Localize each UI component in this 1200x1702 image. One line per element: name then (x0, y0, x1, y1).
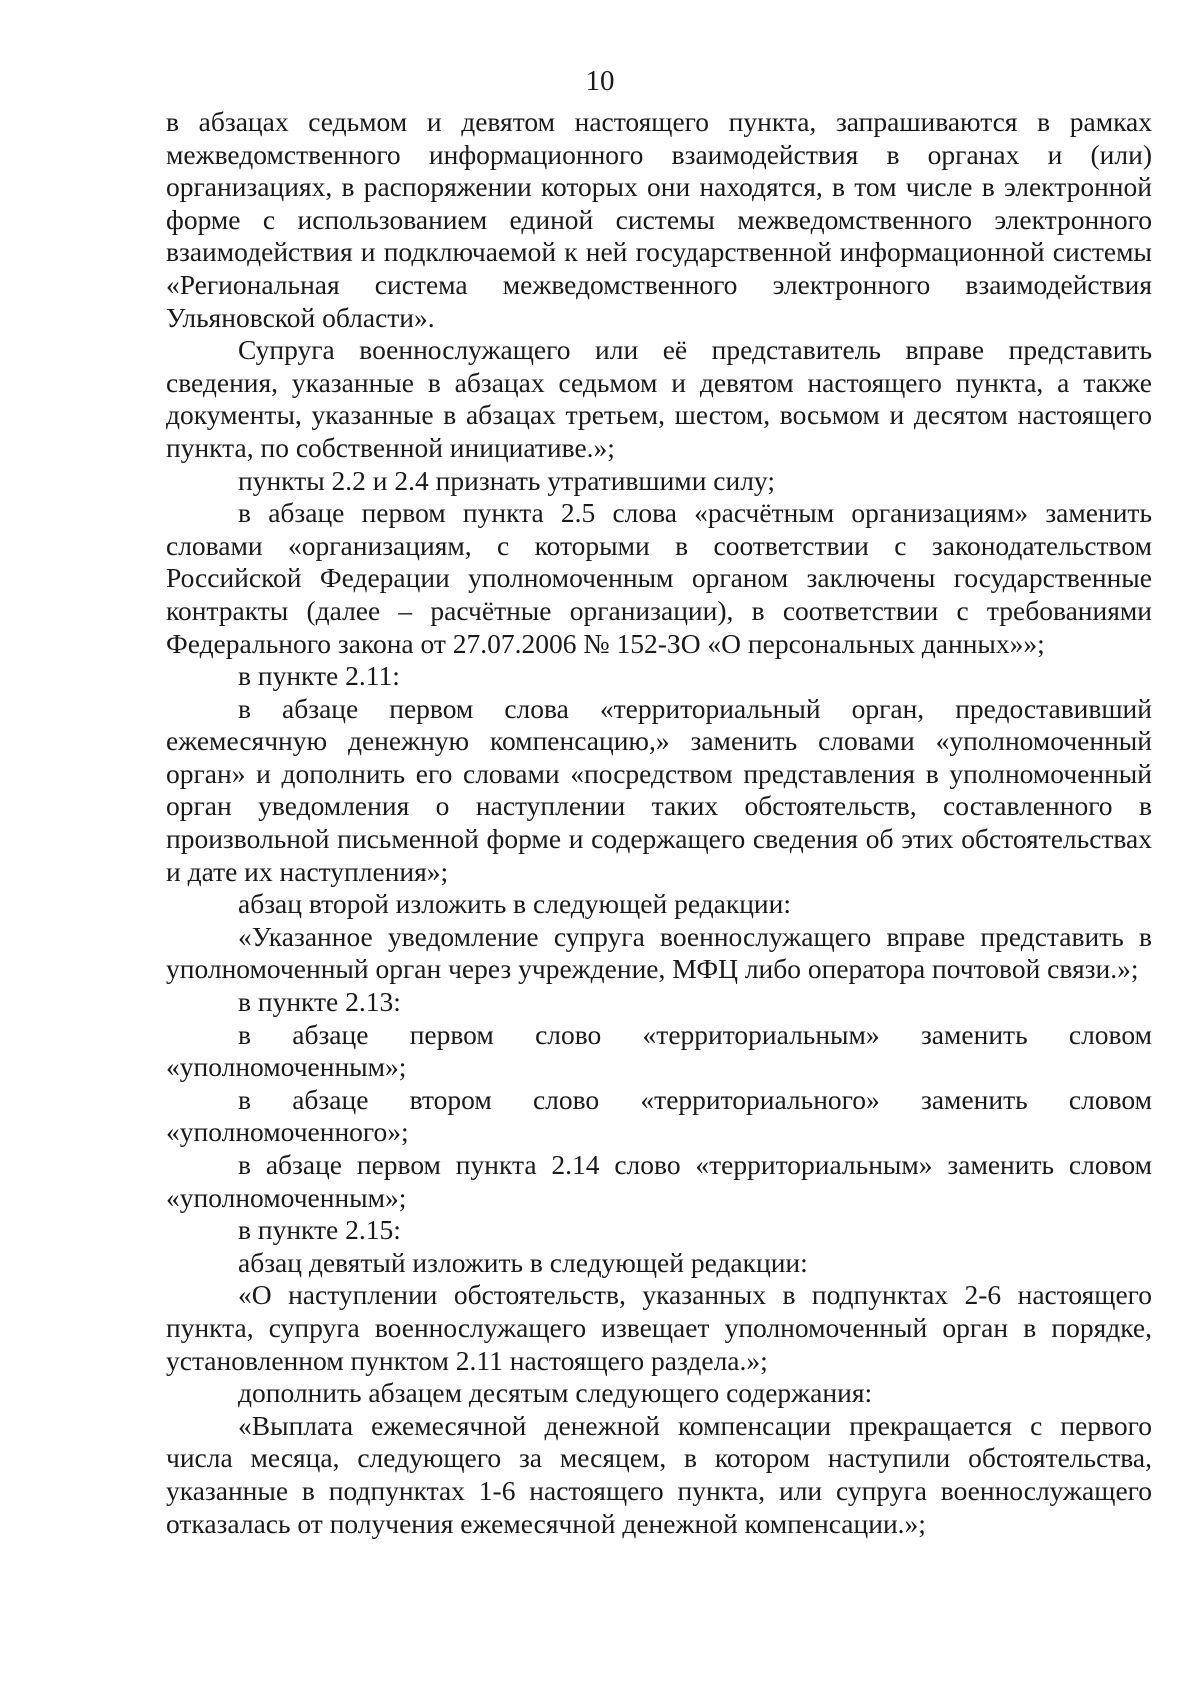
paragraph: Супруга военнослужащего или её представитель вправе представить сведения, указанные в абзацах седьмом и девятом настоящего пункта, а также документы, указанные в абзацах третьем, шестом, восьмом и десятом настоящего пункта, по собственной инициативе.»; (166, 334, 1152, 463)
paragraph: в пункте 2.15: (238, 1214, 401, 1246)
document-body (166, 106, 1152, 1540)
paragraph: в абзаце первом слово «территориальным» заменить словом «уполномоченным»; (166, 1018, 1152, 1083)
paragraph: «О наступлении обстоятельств, указанных в подпунктах 2-6 настоящего пункта, супруга военнослужащего извещает уполномоченный орган в порядке, установленном пунктом 2.11 настоящего раздела.»; (166, 1279, 1152, 1376)
paragraph: абзац девятый изложить в следующей редакции: (238, 1246, 808, 1278)
page-number: 10 (585, 65, 615, 97)
paragraph: в абзацах седьмом и девятом настоящего пункта, запрашиваются в рамках межведомственного информационного взаимодействия в органах и (или) организациях, в распоряжении которых они находятся, в том числе в электронной форме с использованием единой системы межведомственного электронного взаимодействия и подключаемой к ней государственной информационной системы «Региональная система межведомственного электронного взаимодействия Ульяновской области». (166, 106, 1152, 333)
paragraph: в пункте 2.11: (238, 660, 400, 692)
paragraph: в пункте 2.13: (238, 986, 401, 1018)
paragraph: абзац второй изложить в следующей редакции: (238, 888, 792, 920)
paragraph: пункты 2.2 и 2.4 признать утратившими силу; (238, 464, 775, 496)
paragraph: «Указанное уведомление супруга военнослужащего вправе представить в уполномоченный орган через учреждение, МФЦ либо оператора почтовой связи.»; (166, 920, 1152, 985)
paragraph: дополнить абзацем десятым следующего содержания: (238, 1377, 873, 1409)
paragraph: в абзаце втором слово «территориального» заменить словом «уполномоченного»; (166, 1083, 1152, 1148)
paragraph: «Выплата ежемесячной денежной компенсации прекращается с первого числа месяца, следующего за месяцем, в котором наступили обстоятельства, указанные в подпунктах 1-6 настоящего пункта, или супруга военнослужащего отказалась от получения ежемесячной денежной компенсации.»; (166, 1409, 1152, 1539)
paragraph: в абзаце первом пункта 2.5 слова «расчётным организациям» заменить словами «организациям, с которыми в соответствии с законодательством Российской Федерации уполномоченным органом заключены государственные контракты (далее – расчётные организации), в соответствии с требованиями Федерального закона от 27.07.2006 № 152-ЗО «О персональных данных»»; (166, 497, 1152, 659)
paragraph: в абзаце первом пункта 2.14 слово «территориальным» заменить словом «уполномоченным»; (166, 1149, 1152, 1213)
paragraph: в абзаце первом слова «территориальный орган, предоставивший ежемесячную денежную компенсацию,» заменить словами «уполномоченный орган» и дополнить его словами «посредством представления в уполномоченный орган уведомления о наступлении таких обстоятельств, составленного в произвольной письменной форме и содержащего сведения об этих обстоятельствах и дате их наступления»; (166, 692, 1152, 887)
